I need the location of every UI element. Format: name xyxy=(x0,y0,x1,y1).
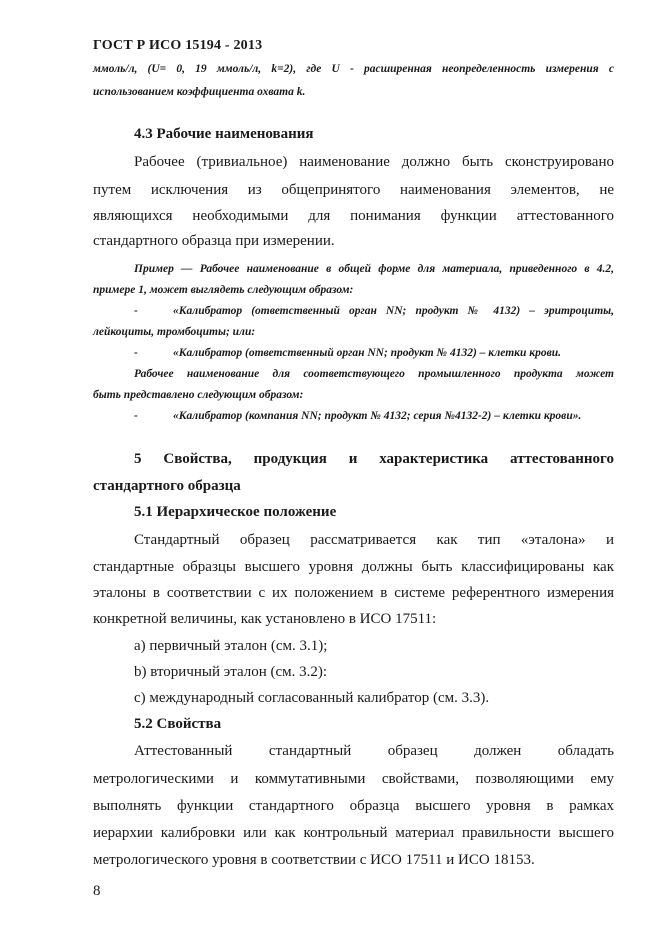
hierarchy-item-b: b) вторичный эталон (см. 3.2): xyxy=(134,664,328,680)
intro-line-2: использованием коэффициента охвата k. xyxy=(93,86,306,98)
document-header: ГОСТ Р ИСО 15194 - 2013 xyxy=(93,38,263,53)
example-1-line-2: примере 1, может выглядеть следующим образом: xyxy=(93,284,354,296)
s52-para-line-1: Аттестованный стандартный образец должен обладать xyxy=(134,743,614,759)
section-4-3-heading: 4.3 Рабочие наименования xyxy=(134,126,314,142)
bullet-1-line-1: «Калибратор (ответственный орган NN; продукт № 4132) – эритроциты, xyxy=(173,305,614,317)
s43-para-line-3: являющихся необходимыми для понимания функции аттестованного xyxy=(93,208,614,224)
intro-line-1: ммоль/л, (U= 0, 19 ммоль/л, k=2), где U - расширенная неопределенность измерения с xyxy=(93,63,614,75)
s52-para-line-3: выполнять функции стандартного образца высшего уровня в рамках xyxy=(93,798,614,814)
section-5-heading-line-2: стандартного образца xyxy=(93,478,241,494)
s52-para-line-5: метрологического уровня в соответствии с ИСО 17511 и ИСО 18153. xyxy=(93,852,535,868)
s52-para-line-2: метрологическими и коммутативными свойствами, позволяющими ему xyxy=(93,771,614,787)
list-dash: - xyxy=(134,347,138,359)
list-dash: - xyxy=(134,305,138,317)
example-2-line-2: быть представлено следующим образом: xyxy=(93,389,304,401)
s51-para-line-2: стандартные образцы высшего уровня должны быть классифицированы как xyxy=(93,559,614,575)
section-5-1-heading: 5.1 Иерархическое положение xyxy=(134,504,337,520)
s51-para-line-4: конкретной величины, как установлено в ИСО 17511: xyxy=(93,611,437,627)
bullet-1-line-2: лейкоциты, тромбоциты; или: xyxy=(93,326,256,338)
hierarchy-item-a: а) первичный эталон (см. 3.1); xyxy=(134,638,328,654)
s43-para-line-4: стандартного образца при измерении. xyxy=(93,233,335,249)
section-5-heading-line-1: 5 Свойства, продукция и характеристика аттестованного xyxy=(134,451,614,467)
page-number: 8 xyxy=(93,883,101,899)
example-2-line-1: Рабочее наименование для соответствующего промышленного продукта может xyxy=(134,368,614,380)
section-5-2-heading: 5.2 Свойства xyxy=(134,716,222,732)
s51-para-line-3: эталоны в соответствии с их положением в системе референтного измерения xyxy=(93,585,614,601)
list-dash: - xyxy=(134,410,138,422)
bullet-3: «Калибратор (компания NN; продукт № 4132; серия №4132-2) – клетки крови». xyxy=(173,410,582,422)
s43-para-line-2: путем исключения из общепринятого наименования элементов, не xyxy=(93,182,614,198)
example-1-line-1: Пример — Рабочее наименование в общей форме для материала, приведенного в 4.2, xyxy=(134,263,614,275)
s51-para-line-1: Стандартный образец рассматривается как тип «эталона» и xyxy=(134,532,614,548)
s43-para-line-1: Рабочее (тривиальное) наименование должно быть сконструировано xyxy=(134,154,614,170)
hierarchy-item-c: с) международный согласованный калибратор (см. 3.3). xyxy=(134,690,490,706)
bullet-2: «Калибратор (ответственный орган NN; продукт № 4132) – клетки крови. xyxy=(173,347,561,359)
s52-para-line-4: иерархии калибровки или как контрольный материал правильности высшего xyxy=(93,825,614,841)
